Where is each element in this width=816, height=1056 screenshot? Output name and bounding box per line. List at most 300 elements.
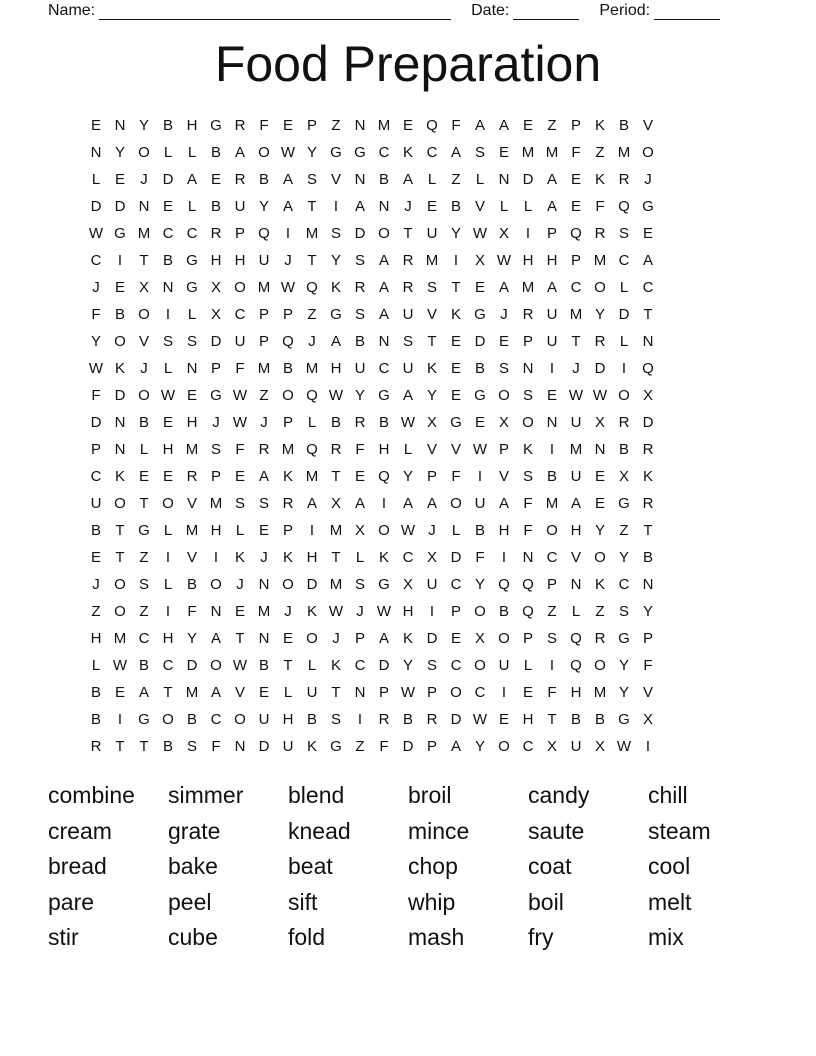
grid-letter[interactable]: U (258, 711, 270, 728)
grid-letter[interactable]: W (160, 387, 176, 404)
grid-letter[interactable]: L (523, 657, 533, 674)
grid-letter[interactable]: O (618, 387, 630, 404)
grid-letter[interactable]: O (282, 576, 294, 593)
grid-letter[interactable]: S (210, 441, 221, 458)
grid-letter[interactable]: K (330, 279, 341, 296)
grid-letter[interactable]: O (114, 495, 126, 512)
grid-letter[interactable]: M (617, 144, 631, 161)
grid-letter[interactable]: M (593, 252, 607, 269)
grid-letter[interactable]: T (235, 630, 245, 647)
grid-letter[interactable]: I (525, 225, 531, 242)
grid-letter[interactable]: B (594, 711, 605, 728)
grid-letter[interactable]: Y (450, 225, 461, 242)
grid-letter[interactable]: U (426, 576, 438, 593)
grid-letter[interactable]: Q (642, 360, 654, 377)
grid-letter[interactable]: O (210, 576, 222, 593)
grid-letter[interactable]: F (91, 306, 101, 323)
grid-letter[interactable]: V (426, 306, 437, 323)
grid-letter[interactable]: D (306, 576, 318, 593)
grid-letter[interactable]: X (498, 414, 509, 431)
grid-letter[interactable]: C (570, 279, 582, 296)
grid-letter[interactable]: B (570, 711, 581, 728)
grid-letter[interactable]: E (594, 468, 605, 485)
grid-letter[interactable]: A (546, 171, 557, 188)
grid-letter[interactable]: N (570, 576, 582, 593)
grid-letter[interactable]: A (426, 495, 437, 512)
grid-letter[interactable]: Q (258, 225, 270, 242)
grid-letter[interactable]: D (114, 387, 126, 404)
grid-letter[interactable]: T (307, 252, 317, 269)
grid-letter[interactable]: E (162, 414, 173, 431)
grid-letter[interactable]: J (332, 630, 340, 647)
grid-letter[interactable]: I (501, 549, 507, 566)
grid-letter[interactable]: P (570, 252, 581, 269)
grid-letter[interactable]: E (498, 333, 509, 350)
grid-letter[interactable]: I (381, 495, 387, 512)
grid-letter[interactable]: H (186, 117, 198, 134)
grid-letter[interactable]: O (114, 603, 126, 620)
grid-letter[interactable]: G (210, 117, 222, 134)
grid-letter[interactable]: J (260, 414, 268, 431)
grid-letter[interactable]: E (642, 225, 653, 242)
grid-letter[interactable]: D (186, 657, 198, 674)
grid-letter[interactable]: A (138, 684, 149, 701)
grid-letter[interactable]: A (642, 252, 653, 269)
grid-letter[interactable]: K (234, 549, 245, 566)
grid-letter[interactable]: W (280, 144, 296, 161)
grid-letter[interactable]: Z (451, 171, 461, 188)
grid-letter[interactable]: I (453, 252, 459, 269)
grid-letter[interactable]: Z (547, 117, 557, 134)
grid-letter[interactable]: A (210, 630, 221, 647)
grid-letter[interactable]: I (477, 468, 483, 485)
grid-letter[interactable]: T (547, 711, 557, 728)
grid-letter[interactable]: M (593, 684, 607, 701)
grid-letter[interactable]: O (450, 495, 462, 512)
grid-letter[interactable]: J (236, 576, 244, 593)
grid-letter[interactable]: H (522, 711, 534, 728)
grid-letter[interactable]: W (400, 684, 416, 701)
grid-letter[interactable]: E (498, 144, 509, 161)
grid-letter[interactable]: Y (618, 684, 629, 701)
grid-letter[interactable]: N (258, 576, 270, 593)
grid-letter[interactable]: W (592, 387, 608, 404)
grid-letter[interactable]: S (186, 333, 197, 350)
grid-letter[interactable]: S (330, 225, 341, 242)
grid-letter[interactable]: R (234, 171, 246, 188)
grid-letter[interactable]: N (498, 171, 510, 188)
grid-letter[interactable]: N (90, 144, 102, 161)
grid-letter[interactable]: Z (547, 603, 557, 620)
grid-letter[interactable]: C (210, 711, 222, 728)
grid-letter[interactable]: G (210, 387, 222, 404)
grid-letter[interactable]: H (570, 522, 582, 539)
grid-letter[interactable]: A (474, 117, 485, 134)
grid-letter[interactable]: Y (642, 603, 653, 620)
grid-letter[interactable]: Q (426, 117, 438, 134)
grid-letter[interactable]: O (498, 738, 510, 755)
grid-letter[interactable]: K (402, 144, 413, 161)
grid-letter[interactable]: O (642, 144, 654, 161)
grid-letter[interactable]: D (210, 333, 222, 350)
grid-letter[interactable]: P (546, 225, 557, 242)
grid-letter[interactable]: O (210, 657, 222, 674)
grid-letter[interactable]: E (282, 117, 293, 134)
grid-letter[interactable]: G (378, 387, 390, 404)
grid-letter[interactable]: M (329, 576, 343, 593)
grid-letter[interactable]: V (642, 684, 653, 701)
grid-letter[interactable]: T (331, 468, 341, 485)
grid-letter[interactable]: D (450, 711, 462, 728)
grid-letter[interactable]: L (163, 360, 173, 377)
grid-letter[interactable]: E (594, 495, 605, 512)
grid-letter[interactable]: L (187, 306, 197, 323)
grid-letter[interactable]: E (114, 171, 125, 188)
grid-letter[interactable]: Y (474, 738, 485, 755)
grid-letter[interactable]: H (522, 252, 534, 269)
grid-letter[interactable]: Y (306, 144, 317, 161)
grid-letter[interactable]: R (258, 441, 270, 458)
grid-letter[interactable]: G (474, 306, 486, 323)
grid-letter[interactable]: V (426, 441, 437, 458)
grid-letter[interactable]: N (354, 117, 366, 134)
grid-letter[interactable]: A (282, 171, 293, 188)
grid-letter[interactable]: L (139, 441, 149, 458)
grid-letter[interactable]: B (498, 603, 509, 620)
grid-letter[interactable]: S (474, 144, 485, 161)
grid-letter[interactable]: T (115, 549, 125, 566)
grid-letter[interactable]: E (258, 522, 269, 539)
grid-letter[interactable]: N (138, 198, 150, 215)
grid-letter[interactable]: U (546, 306, 558, 323)
grid-letter[interactable]: H (162, 441, 174, 458)
grid-letter[interactable]: Y (618, 549, 629, 566)
grid-letter[interactable]: S (354, 306, 365, 323)
grid-letter[interactable]: O (306, 630, 318, 647)
grid-letter[interactable]: T (115, 522, 125, 539)
grid-letter[interactable]: E (114, 279, 125, 296)
grid-letter[interactable]: I (333, 198, 339, 215)
grid-letter[interactable]: Q (306, 441, 318, 458)
grid-letter[interactable]: F (259, 117, 269, 134)
grid-letter[interactable]: Y (138, 117, 149, 134)
grid-letter[interactable]: C (378, 144, 390, 161)
grid-letter[interactable]: W (400, 522, 416, 539)
grid-letter[interactable]: R (354, 414, 366, 431)
grid-letter[interactable]: I (621, 360, 627, 377)
grid-letter[interactable]: D (474, 333, 486, 350)
grid-letter[interactable]: T (427, 333, 437, 350)
grid-letter[interactable]: P (426, 684, 437, 701)
grid-letter[interactable]: Z (355, 738, 365, 755)
grid-letter[interactable]: H (186, 414, 198, 431)
grid-letter[interactable]: B (258, 657, 269, 674)
grid-letter[interactable]: F (643, 657, 653, 674)
grid-letter[interactable]: G (618, 495, 630, 512)
grid-letter[interactable]: J (92, 279, 100, 296)
grid-letter[interactable]: Q (522, 603, 534, 620)
grid-letter[interactable]: X (642, 711, 653, 728)
grid-letter[interactable]: I (549, 657, 555, 674)
grid-letter[interactable]: M (305, 360, 319, 377)
grid-letter[interactable]: D (642, 414, 654, 431)
grid-letter[interactable]: V (234, 684, 245, 701)
grid-letter[interactable]: O (546, 522, 558, 539)
grid-letter[interactable]: B (618, 117, 629, 134)
grid-letter[interactable]: S (354, 252, 365, 269)
grid-letter[interactable]: L (163, 144, 173, 161)
grid-letter[interactable]: H (570, 684, 582, 701)
grid-letter[interactable]: G (186, 279, 198, 296)
grid-letter[interactable]: Y (594, 522, 605, 539)
grid-letter[interactable]: L (403, 441, 413, 458)
grid-letter[interactable]: I (165, 549, 171, 566)
grid-letter[interactable]: R (594, 333, 606, 350)
grid-letter[interactable]: K (450, 306, 461, 323)
grid-letter[interactable]: L (187, 144, 197, 161)
grid-letter[interactable]: K (114, 360, 125, 377)
grid-letter[interactable]: H (306, 549, 318, 566)
grid-letter[interactable]: C (354, 657, 366, 674)
grid-letter[interactable]: O (114, 576, 126, 593)
grid-letter[interactable]: N (354, 684, 366, 701)
grid-letter[interactable]: C (162, 225, 174, 242)
grid-letter[interactable]: P (498, 441, 509, 458)
grid-letter[interactable]: E (570, 198, 581, 215)
grid-letter[interactable]: E (210, 171, 221, 188)
grid-letter[interactable]: J (644, 171, 652, 188)
grid-letter[interactable]: F (451, 117, 461, 134)
grid-letter[interactable]: A (378, 630, 389, 647)
grid-letter[interactable]: A (402, 495, 413, 512)
grid-letter[interactable]: W (568, 387, 584, 404)
grid-letter[interactable]: E (258, 684, 269, 701)
grid-letter[interactable]: C (522, 738, 534, 755)
grid-letter[interactable]: O (114, 333, 126, 350)
grid-letter[interactable]: S (426, 657, 437, 674)
grid-letter[interactable]: A (306, 495, 317, 512)
grid-letter[interactable]: H (210, 522, 222, 539)
grid-letter[interactable]: R (378, 711, 390, 728)
grid-letter[interactable]: X (618, 468, 629, 485)
grid-letter[interactable]: C (618, 576, 630, 593)
grid-letter[interactable]: L (283, 684, 293, 701)
grid-letter[interactable]: X (594, 738, 605, 755)
grid-letter[interactable]: O (138, 306, 150, 323)
grid-letter[interactable]: D (258, 738, 270, 755)
grid-letter[interactable]: U (498, 657, 510, 674)
grid-letter[interactable]: G (450, 414, 462, 431)
grid-letter[interactable]: W (496, 252, 512, 269)
grid-letter[interactable]: L (307, 414, 317, 431)
grid-letter[interactable]: F (235, 360, 245, 377)
grid-letter[interactable]: K (594, 117, 605, 134)
grid-letter[interactable]: V (186, 549, 197, 566)
grid-letter[interactable]: A (258, 468, 269, 485)
grid-letter[interactable]: K (642, 468, 653, 485)
grid-letter[interactable]: Y (330, 252, 341, 269)
grid-letter[interactable]: Z (139, 603, 149, 620)
grid-letter[interactable]: L (235, 522, 245, 539)
grid-letter[interactable]: I (309, 522, 315, 539)
grid-letter[interactable]: M (545, 144, 559, 161)
grid-letter[interactable]: A (354, 198, 365, 215)
grid-letter[interactable]: R (402, 279, 414, 296)
grid-letter[interactable]: S (138, 576, 149, 593)
grid-letter[interactable]: K (522, 441, 533, 458)
grid-letter[interactable]: E (114, 684, 125, 701)
grid-letter[interactable]: W (328, 387, 344, 404)
grid-letter[interactable]: Y (474, 576, 485, 593)
grid-letter[interactable]: E (450, 387, 461, 404)
grid-letter[interactable]: A (378, 279, 389, 296)
grid-letter[interactable]: E (426, 198, 437, 215)
grid-letter[interactable]: P (258, 306, 269, 323)
grid-letter[interactable]: B (186, 711, 197, 728)
grid-letter[interactable]: S (330, 711, 341, 728)
grid-letter[interactable]: B (138, 657, 149, 674)
grid-letter[interactable]: X (210, 279, 221, 296)
grid-letter[interactable]: A (354, 495, 365, 512)
grid-letter[interactable]: F (475, 549, 485, 566)
grid-letter[interactable]: X (474, 630, 485, 647)
grid-letter[interactable]: O (594, 279, 606, 296)
grid-letter[interactable]: L (451, 522, 461, 539)
grid-letter[interactable]: L (499, 198, 509, 215)
grid-letter[interactable]: K (282, 549, 293, 566)
name-blank-line[interactable] (99, 3, 451, 20)
grid-letter[interactable]: C (450, 657, 462, 674)
grid-letter[interactable]: A (378, 306, 389, 323)
grid-letter[interactable]: Z (139, 549, 149, 566)
grid-letter[interactable]: A (186, 171, 197, 188)
grid-letter[interactable]: A (498, 279, 509, 296)
grid-letter[interactable]: L (475, 171, 485, 188)
grid-letter[interactable]: L (427, 171, 437, 188)
grid-letter[interactable]: P (210, 468, 221, 485)
grid-letter[interactable]: Y (258, 198, 269, 215)
grid-letter[interactable]: Q (378, 468, 390, 485)
grid-letter[interactable]: H (498, 522, 510, 539)
grid-letter[interactable]: U (234, 198, 246, 215)
grid-letter[interactable]: L (355, 549, 365, 566)
grid-letter[interactable]: I (213, 549, 219, 566)
grid-letter[interactable]: B (162, 117, 173, 134)
grid-letter[interactable]: P (258, 333, 269, 350)
grid-letter[interactable]: D (114, 198, 126, 215)
grid-letter[interactable]: H (378, 441, 390, 458)
grid-letter[interactable]: V (330, 171, 341, 188)
grid-letter[interactable]: N (210, 603, 222, 620)
grid-letter[interactable]: H (282, 711, 294, 728)
grid-letter[interactable]: G (330, 738, 342, 755)
grid-letter[interactable]: R (282, 495, 294, 512)
grid-letter[interactable]: P (234, 225, 245, 242)
grid-letter[interactable]: W (112, 657, 128, 674)
grid-letter[interactable]: D (522, 171, 534, 188)
grid-letter[interactable]: Q (522, 576, 534, 593)
grid-letter[interactable]: S (426, 279, 437, 296)
grid-letter[interactable]: C (378, 360, 390, 377)
grid-letter[interactable]: P (306, 117, 317, 134)
grid-letter[interactable]: B (618, 441, 629, 458)
grid-letter[interactable]: H (234, 252, 246, 269)
grid-letter[interactable]: I (117, 252, 123, 269)
grid-letter[interactable]: U (354, 360, 366, 377)
grid-letter[interactable]: K (594, 576, 605, 593)
period-blank-line[interactable] (654, 3, 720, 20)
grid-letter[interactable]: N (114, 441, 126, 458)
grid-letter[interactable]: P (570, 117, 581, 134)
grid-letter[interactable]: O (522, 414, 534, 431)
grid-letter[interactable]: R (210, 225, 222, 242)
grid-letter[interactable]: M (377, 117, 391, 134)
grid-letter[interactable]: B (402, 711, 413, 728)
grid-letter[interactable]: M (521, 144, 535, 161)
grid-letter[interactable]: G (330, 144, 342, 161)
grid-letter[interactable]: E (186, 387, 197, 404)
grid-letter[interactable]: O (378, 225, 390, 242)
grid-letter[interactable]: Z (619, 522, 629, 539)
grid-letter[interactable]: B (306, 711, 317, 728)
grid-letter[interactable]: M (281, 441, 295, 458)
grid-letter[interactable]: S (522, 468, 533, 485)
grid-letter[interactable]: I (165, 603, 171, 620)
grid-letter[interactable]: A (570, 495, 581, 512)
grid-letter[interactable]: E (402, 117, 413, 134)
grid-letter[interactable]: E (234, 603, 245, 620)
grid-letter[interactable]: L (91, 657, 101, 674)
grid-letter[interactable]: S (258, 495, 269, 512)
grid-letter[interactable]: C (642, 279, 654, 296)
grid-letter[interactable]: K (594, 171, 605, 188)
grid-letter[interactable]: B (90, 711, 101, 728)
grid-letter[interactable]: A (546, 279, 557, 296)
grid-letter[interactable]: A (282, 198, 293, 215)
grid-letter[interactable]: P (210, 360, 221, 377)
grid-letter[interactable]: O (474, 657, 486, 674)
grid-letter[interactable]: G (186, 252, 198, 269)
grid-letter[interactable]: K (282, 468, 293, 485)
grid-letter[interactable]: F (91, 387, 101, 404)
grid-letter[interactable]: M (521, 279, 535, 296)
grid-letter[interactable]: T (139, 495, 149, 512)
grid-letter[interactable]: H (402, 603, 414, 620)
grid-letter[interactable]: I (165, 306, 171, 323)
grid-letter[interactable]: H (330, 360, 342, 377)
grid-letter[interactable]: B (210, 198, 221, 215)
grid-letter[interactable]: I (501, 684, 507, 701)
grid-letter[interactable]: W (88, 360, 104, 377)
grid-letter[interactable]: B (186, 576, 197, 593)
grid-letter[interactable]: K (330, 657, 341, 674)
grid-letter[interactable]: N (114, 117, 126, 134)
grid-letter[interactable]: B (450, 198, 461, 215)
grid-letter[interactable]: P (546, 576, 557, 593)
grid-letter[interactable]: P (450, 603, 461, 620)
grid-letter[interactable]: M (305, 225, 319, 242)
grid-letter[interactable]: R (594, 630, 606, 647)
grid-letter[interactable]: S (234, 495, 245, 512)
grid-letter[interactable]: D (90, 198, 102, 215)
grid-letter[interactable]: P (282, 414, 293, 431)
grid-letter[interactable]: B (90, 522, 101, 539)
grid-letter[interactable]: G (138, 711, 150, 728)
grid-letter[interactable]: P (282, 306, 293, 323)
grid-letter[interactable]: A (234, 144, 245, 161)
grid-letter[interactable]: E (498, 711, 509, 728)
grid-letter[interactable]: N (546, 414, 558, 431)
